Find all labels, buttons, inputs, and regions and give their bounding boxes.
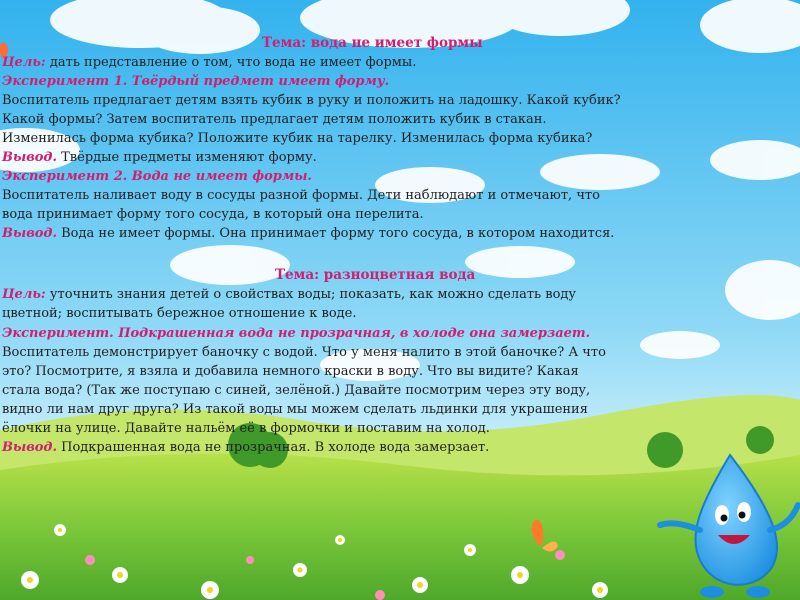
experiment1-line: Изменилась форма кубика? Положите кубик на тарелку. Изменилась форма кубика?	[2, 131, 593, 146]
goal-label: Цель:	[2, 287, 46, 302]
section1-goal	[2, 53, 416, 72]
section2-goal-line: цветной; воспитывать бережное отношение к воде.	[2, 306, 357, 321]
experiment2-line: вода принимает форму того сосуда, в который она перелита.	[2, 207, 424, 222]
conclusion-label: Вывод.	[2, 226, 57, 241]
experiment2-heading: Эксперимент 2. Вода не имеет формы.	[2, 169, 312, 184]
experiment2-conclusion	[2, 224, 614, 243]
experiment-line: Воспитатель демонстрирует баночку с водой. Что у меня налито в этой баночке? А что	[2, 345, 606, 360]
experiment-line: стала вода? (Так же поступаю с синей, зелёной.) Давайте посмотрим через эту воду,	[2, 383, 591, 398]
experiment1-line: Воспитатель предлагает детям взять кубик в руку и положить на ладошку. Какой кубик?	[2, 93, 621, 108]
section1-title: Тема: вода не имеет формы	[262, 35, 483, 51]
conclusion-text: Подкрашенная вода не прозрачная. В холоде вода замерзает.	[57, 440, 490, 455]
goal-text: дать представление о том, что вода не имеет формы.	[45, 55, 417, 70]
lesson-document	[0, 34, 800, 504]
experiment-line: видно ли нам друг друга? Из такой воды мы можем сделать льдинки для украшения	[2, 402, 588, 417]
section2-conclusion	[2, 438, 489, 457]
experiment-heading: Эксперимент. Подкрашенная вода не прозрачная, в холоде она замерзает.	[2, 326, 591, 341]
goal-text: уточнить знания детей о свойствах воды; показать, как можно сделать воду	[45, 287, 577, 302]
conclusion-text: Твёрдые предметы изменяют форму.	[57, 150, 317, 165]
experiment-line: это? Посмотрите, я взяла и добавила немного краски в воду. Что вы видите? Какая	[2, 364, 579, 379]
conclusion-label: Вывод.	[2, 440, 57, 455]
experiment-line: ёлочки на улице. Давайте нальём её в формочки и поставим на холод.	[2, 421, 490, 436]
conclusion-text: Вода не имеет формы. Она принимает форму того сосуда, в котором находится.	[57, 226, 615, 241]
experiment2-line: Воспитатель наливает воду в сосуды разной формы. Дети наблюдают и отмечают, что	[2, 188, 600, 203]
section2-title: Тема: разноцветная вода	[275, 267, 476, 283]
experiment1-conclusion	[2, 148, 317, 167]
conclusion-label: Вывод.	[2, 150, 57, 165]
experiment1-heading: Эксперимент 1. Твёрдый предмет имеет форму.	[2, 74, 390, 89]
section2-goal	[2, 285, 576, 304]
goal-label: Цель:	[2, 55, 46, 70]
experiment1-line: Какой формы? Затем воспитатель предлагает детям положить кубик в стакан.	[2, 112, 547, 127]
